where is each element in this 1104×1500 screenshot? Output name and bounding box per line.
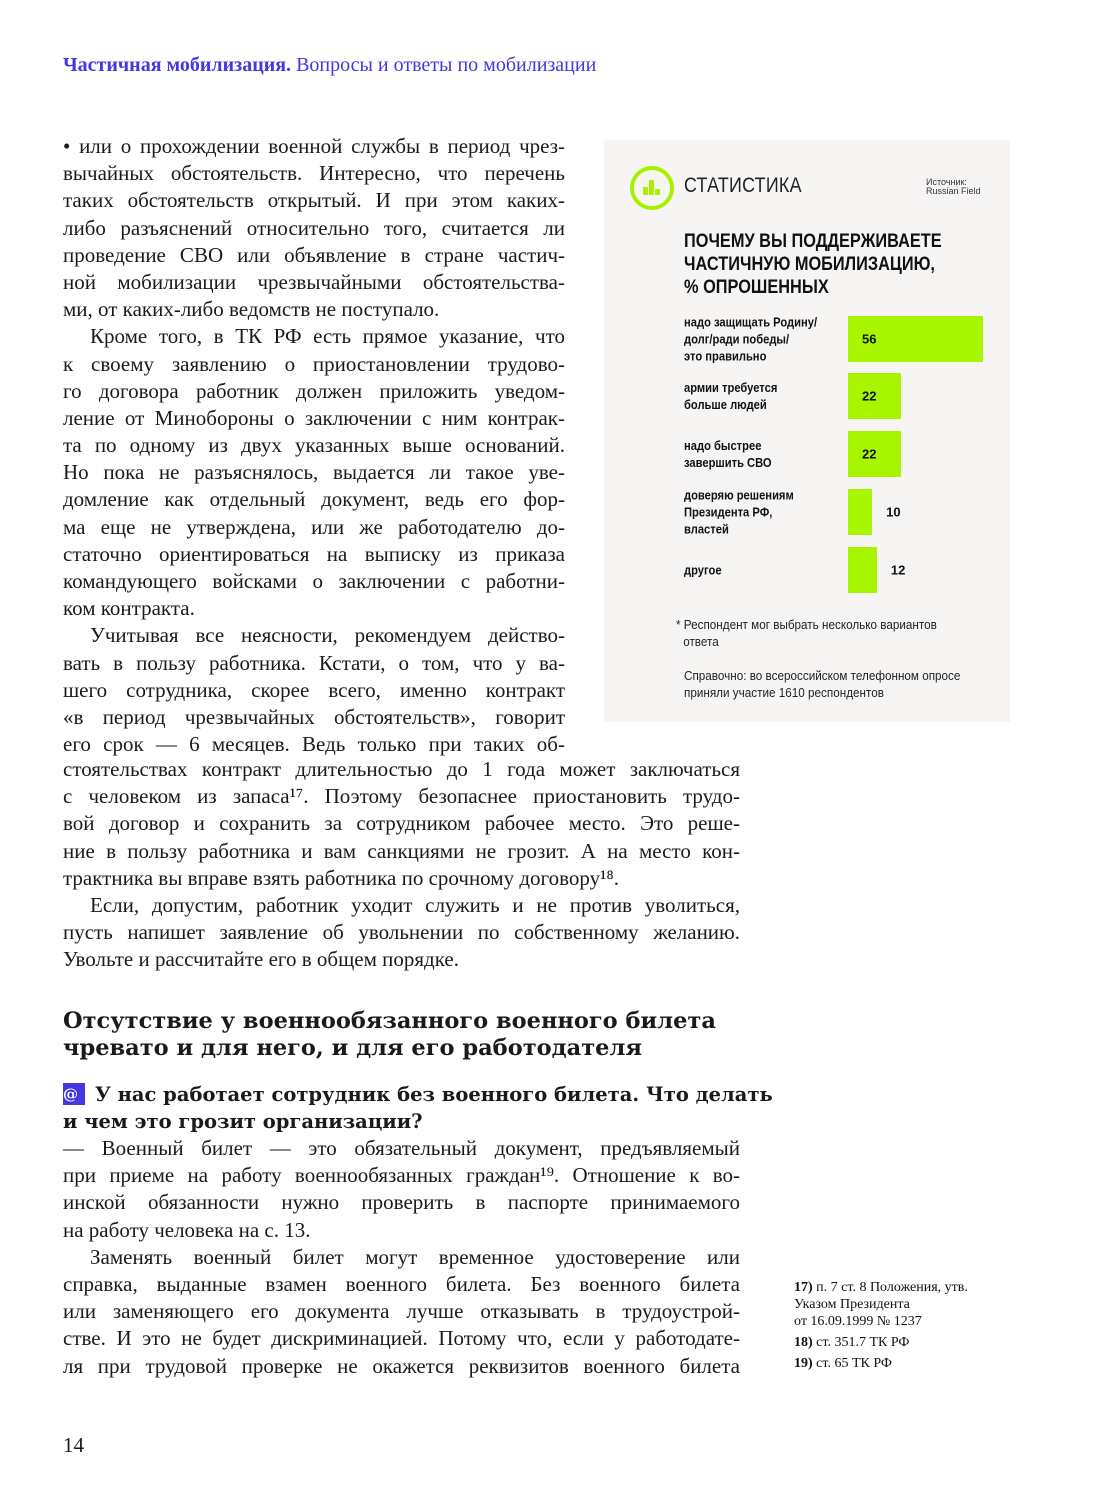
body-text-narrow [63, 133, 565, 758]
text-line: Если, допустим, работник уходит служить и не против уволиться, [90, 892, 740, 917]
running-header [63, 54, 596, 77]
text-line: шего сотрудника, скорее всего, именно контракт [63, 677, 565, 702]
data-label: 22 [862, 388, 877, 404]
text-line: домление как отдельный документ, ведь его фор- [63, 487, 565, 512]
text-line: вычайных обстоятельств. Интересно, что перечень [63, 161, 565, 186]
text-line: командующего войсками о заключении с работни- [63, 569, 565, 593]
text-line: «в период чрезвычайных обстоятельств», говорит [63, 704, 565, 729]
data-label: 12 [890, 562, 906, 578]
category-label: другое [684, 562, 722, 578]
text-line: статочно ориентироваться на выписку из приказа [63, 541, 565, 566]
data-label: 56 [862, 331, 877, 347]
answer-text [63, 1135, 740, 1380]
category-label: армии требуется больше людей [684, 380, 778, 412]
text-line: ление от Минобороны о заключении с ним контрак- [63, 405, 565, 430]
stats-reference: Справочно: во всероссийском телефонном опросе приняли участие 1610 респондентов [684, 668, 961, 700]
text-line: таких обстоятельств открытый. И при этом каких- [63, 188, 565, 213]
heading-line: Отсутствие у военнообязанного военного билета [63, 1008, 716, 1034]
text-line: • или о прохождении военной службы в период чрез- [63, 134, 565, 158]
text-line: на работу человека на с. 13. [63, 1217, 311, 1242]
text-line: справка, выданные взамен военного билета. Без военного билета [63, 1271, 740, 1296]
text-line: ком контракта. [63, 596, 195, 621]
text-line: при приеме на работу военнообязанных граждан¹⁹. Отношение к во- [63, 1163, 740, 1188]
text-line: вать в пользу работника. Кстати, о том, что у ва- [63, 650, 565, 675]
text-line: его срок — 6 месяцев. Ведь только при таких об- [63, 732, 565, 757]
header-subtitle: Вопросы и ответы по мобилизации [296, 54, 597, 76]
bar-chart-icon [630, 166, 674, 210]
body-text-wide [63, 756, 740, 974]
text-line: вой договор и сохранить за сотрудником рабочее место. Это реше- [63, 811, 740, 836]
chart-row [604, 373, 1010, 419]
stats-source: Источник: Russian Field [926, 177, 981, 196]
bar [848, 547, 877, 593]
footnote: 19) ст. 65 ТК РФ [794, 1356, 892, 1371]
text-line: стоятельствах контракт длительностью до 1 года может заключаться [63, 757, 740, 781]
text-line: трактника вы вправе взять работника по срочному договору¹⁸. [63, 865, 619, 890]
text-line: ля при трудовой проверке не окажется реквизитов военного билета [63, 1353, 740, 1378]
chart-row [604, 431, 1010, 477]
chart-row [604, 547, 1010, 593]
text-line: го договора работник должен приложить уведом- [63, 378, 565, 403]
category-label: надо быстрее завершить СВО [684, 438, 772, 470]
header-section: Частичная мобилизация. [63, 54, 292, 76]
stats-note: * Респондент мог выбрать несколько вариантов ответа [676, 617, 937, 649]
footnotes [794, 1279, 968, 1376]
data-label: 22 [862, 446, 877, 462]
heading-line: чревато и для него, и для его работодателя [63, 1035, 642, 1061]
page-number: 14 [63, 1433, 84, 1457]
text-line: с человеком из запаса¹⁷. Поэтому безопаснее приостановить трудо- [63, 784, 740, 809]
category-label: доверяю решениям Президента РФ, властей [684, 487, 794, 537]
section-heading [63, 1008, 753, 1062]
footnote: 17) п. 7 ст. 8 Положения, утв. Указом Президента от 16.09.1999 № 1237 [794, 1280, 968, 1329]
text-line: ной мобилизации чрезвычайными обстоятельства- [63, 269, 565, 294]
data-label: 10 [886, 504, 901, 520]
chart-row [604, 489, 1010, 535]
chart-title: ПОЧЕМУ ВЫ ПОДДЕРЖИВАЕТЕ ЧАСТИЧНУЮ МОБИЛИЗАЦИЮ, % ОПРОШЕННЫХ [684, 231, 942, 298]
text-line: Учитывая все неясности, рекомендуем действо- [90, 623, 565, 648]
text-line: стве. И это не будет дискриминацией. Потому что, если у работодате- [63, 1326, 740, 1351]
text-line: к своему заявлению о приостановлении трудово- [63, 351, 565, 376]
text-line: инской обязанности нужно проверить в паспорте принимаемого [63, 1190, 740, 1215]
text-line: Кроме того, в ТК РФ есть прямое указание, что [90, 324, 565, 349]
statistics-box [604, 140, 1010, 722]
category-label: надо защищать Родину/ долг/ради победы/ это правильно [684, 314, 818, 364]
email-at-icon: @ [63, 1083, 85, 1105]
text-line: пусть напишет заявление об увольнении по собственному желанию. [63, 920, 740, 945]
text-line: — Военный билет — это обязательный документ, предъявляемый [63, 1136, 740, 1160]
text-line: ми, от каких-либо ведомств не поступало. [63, 297, 440, 322]
text-line: проведение СВО или объявление в стране частич- [63, 242, 565, 267]
bar [848, 489, 872, 535]
footnote: 18) ст. 351.7 ТК РФ [794, 1335, 910, 1350]
text-line: Увольте и рассчитайте его в общем порядке. [63, 947, 459, 972]
text-line: ние в пользу работника и вам санкциями не грозит. А на место кон- [63, 838, 740, 863]
text-line: Заменять военный билет могут временное удостоверение или [90, 1244, 740, 1269]
text-line: ма еще не утверждена, или же работодателю до- [63, 514, 565, 539]
question-line: У нас работает сотрудник без военного билета. Что делать [95, 1083, 773, 1106]
stats-label: СТАТИСТИКА [684, 174, 802, 197]
question [63, 1081, 773, 1135]
chart-row [604, 316, 1010, 362]
question-line: и чем это грозит организации? [63, 1110, 423, 1133]
text-line: та по одному из двух указанных выше оснований. [63, 433, 565, 458]
text-line: Но пока не разъяснялось, выдается ли такое уве- [63, 460, 565, 485]
text-line: или заменяющего его документа лучше отказывать в трудоустрой- [63, 1299, 740, 1324]
text-line: либо разъяснений относительно того, считается ли [63, 215, 565, 240]
